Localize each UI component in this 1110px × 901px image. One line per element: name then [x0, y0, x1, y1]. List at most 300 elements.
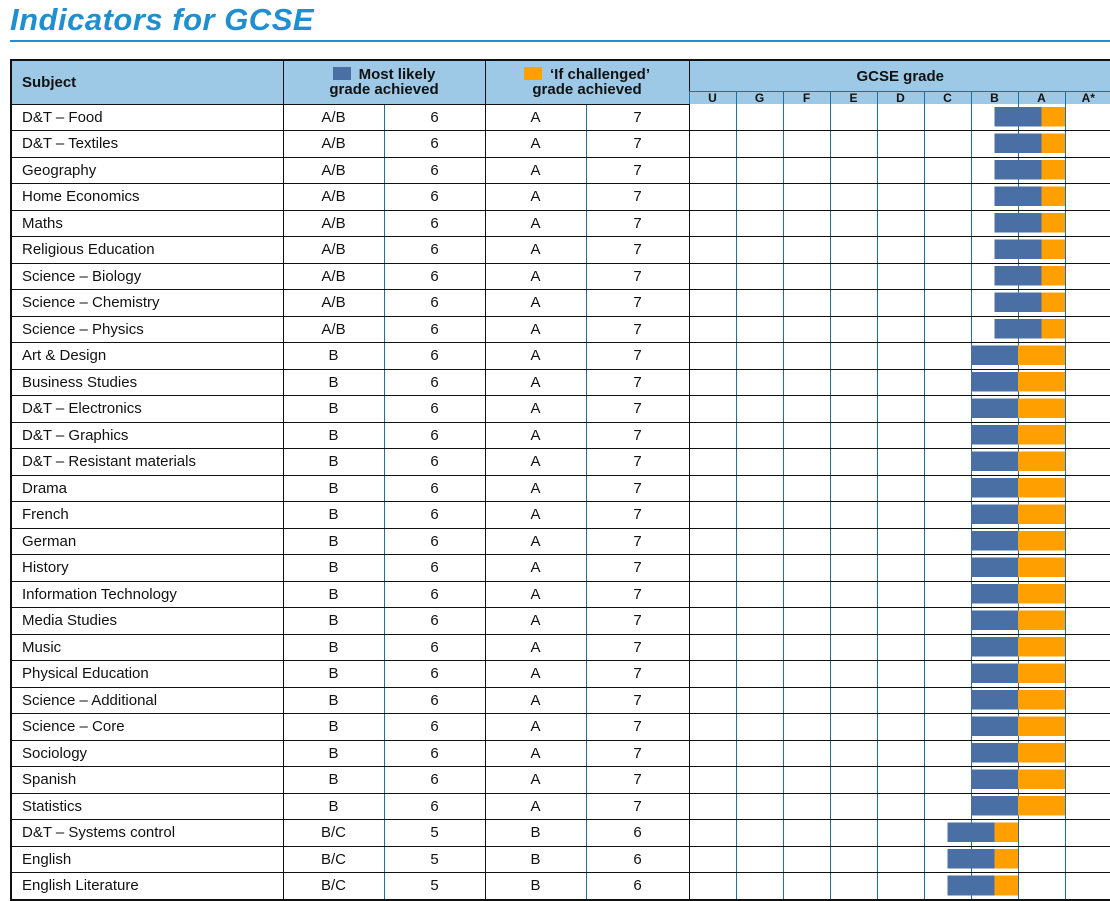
- challenged-grade-cell: B: [485, 820, 586, 847]
- grade-grid-cell: [736, 316, 783, 343]
- grade-grid-cell: [1018, 104, 1065, 131]
- grade-grid-cell: [1018, 793, 1065, 820]
- grade-grid-cell: [1065, 528, 1110, 555]
- challenged-points-cell: 7: [586, 740, 689, 767]
- grade-grid-cell: [924, 104, 971, 131]
- likely-points-cell: 6: [384, 475, 485, 502]
- grade-grid-cell: [783, 396, 830, 423]
- grade-grid-cell: [877, 422, 924, 449]
- grade-grid-cell: [877, 184, 924, 211]
- likely-points-cell: 6: [384, 131, 485, 158]
- most-likely-header-line2: grade achieved: [329, 81, 439, 99]
- grade-grid-cell: [830, 846, 877, 873]
- subject-cell: Statistics: [11, 793, 283, 820]
- grade-scale-label: F: [783, 92, 830, 105]
- grade-grid-cell: [1018, 131, 1065, 158]
- likely-grade-cell: B/C: [283, 820, 384, 847]
- grade-grid-cell: [689, 290, 736, 317]
- grade-grid-cell: [971, 767, 1018, 794]
- grade-grid-cell: [736, 634, 783, 661]
- grade-grid-cell: [783, 131, 830, 158]
- table-row: [11, 502, 1110, 529]
- likely-grade-cell: A/B: [283, 184, 384, 211]
- grade-grid-cell: [877, 740, 924, 767]
- grade-grid-cell: [1065, 634, 1110, 661]
- grade-grid-cell: [971, 793, 1018, 820]
- grade-grid-cell: [924, 740, 971, 767]
- grade-grid-cell: [830, 104, 877, 131]
- grade-grid-cell: [830, 793, 877, 820]
- challenged-points-cell: 7: [586, 767, 689, 794]
- grade-grid-cell: [736, 846, 783, 873]
- grade-grid-cell: [1018, 714, 1065, 741]
- grade-grid-cell: [971, 104, 1018, 131]
- grade-grid-cell: [924, 820, 971, 847]
- likely-grade-cell: B/C: [283, 846, 384, 873]
- most-likely-header: [283, 60, 485, 104]
- grade-grid-cell: [924, 343, 971, 370]
- challenged-points-cell: 6: [586, 820, 689, 847]
- grade-grid-cell: [736, 290, 783, 317]
- table-row: [11, 687, 1110, 714]
- grade-grid-cell: [877, 528, 924, 555]
- challenged-points-cell: 7: [586, 157, 689, 184]
- likely-points-cell: 6: [384, 714, 485, 741]
- grade-grid-cell: [783, 634, 830, 661]
- subject-cell: English: [11, 846, 283, 873]
- challenged-points-cell: 7: [586, 104, 689, 131]
- challenged-grade-cell: A: [485, 316, 586, 343]
- challenged-grade-cell: A: [485, 449, 586, 476]
- grade-grid-cell: [830, 184, 877, 211]
- grade-grid-cell: [1065, 873, 1110, 900]
- challenged-grade-cell: A: [485, 210, 586, 237]
- grade-grid-cell: [783, 475, 830, 502]
- grade-scale-label: E: [830, 92, 877, 105]
- likely-grade-cell: A/B: [283, 104, 384, 131]
- grade-grid-cell: [689, 396, 736, 423]
- grade-grid-cell: [689, 422, 736, 449]
- subject-cell: English Literature: [11, 873, 283, 900]
- grades-table-wrap: [10, 59, 1110, 901]
- grade-grid-cell: [877, 131, 924, 158]
- likely-grade-cell: A/B: [283, 263, 384, 290]
- challenged-grade-cell: A: [485, 263, 586, 290]
- likely-grade-cell: B: [283, 396, 384, 423]
- likely-grade-cell: A/B: [283, 131, 384, 158]
- grade-scale-label: G: [736, 92, 783, 105]
- grade-grid-cell: [1065, 157, 1110, 184]
- grade-grid-cell: [1018, 820, 1065, 847]
- grade-grid-cell: [783, 581, 830, 608]
- grade-grid-cell: [689, 608, 736, 635]
- grade-grid-cell: [1065, 396, 1110, 423]
- table-row: [11, 661, 1110, 688]
- challenged-grade-cell: A: [485, 237, 586, 264]
- grade-grid-cell: [830, 316, 877, 343]
- grade-grid-cell: [689, 793, 736, 820]
- table-row: [11, 210, 1110, 237]
- likely-grade-cell: B: [283, 422, 384, 449]
- challenged-points-cell: 7: [586, 396, 689, 423]
- grade-grid-cell: [971, 131, 1018, 158]
- grade-grid-cell: [736, 820, 783, 847]
- grade-grid-cell: [877, 237, 924, 264]
- challenged-points-cell: 7: [586, 184, 689, 211]
- grade-grid-cell: [924, 793, 971, 820]
- table-row: [11, 449, 1110, 476]
- challenged-grade-cell: A: [485, 502, 586, 529]
- grade-grid-cell: [736, 687, 783, 714]
- grade-grid-cell: [830, 740, 877, 767]
- grade-grid-cell: [924, 714, 971, 741]
- if-challenged-header-line2: grade achieved: [532, 81, 642, 99]
- grade-grid-cell: [1065, 502, 1110, 529]
- grade-grid-cell: [971, 740, 1018, 767]
- table-row: [11, 263, 1110, 290]
- grade-grid-cell: [783, 210, 830, 237]
- grade-grid-cell: [877, 316, 924, 343]
- grade-grid-cell: [689, 210, 736, 237]
- likely-grade-cell: B/C: [283, 873, 384, 900]
- grade-grid-cell: [877, 157, 924, 184]
- grade-grid-cell: [877, 581, 924, 608]
- grade-grid-cell: [830, 820, 877, 847]
- grade-grid-cell: [924, 502, 971, 529]
- grade-grid-cell: [830, 263, 877, 290]
- grade-grid-cell: [1065, 581, 1110, 608]
- subject-cell: Business Studies: [11, 369, 283, 396]
- grade-grid-cell: [830, 157, 877, 184]
- grade-grid-cell: [1065, 210, 1110, 237]
- grade-grid-cell: [689, 184, 736, 211]
- grade-grid-cell: [924, 846, 971, 873]
- challenged-grade-cell: A: [485, 740, 586, 767]
- grade-grid-cell: [1018, 343, 1065, 370]
- grade-grid-cell: [783, 422, 830, 449]
- grade-grid-cell: [736, 104, 783, 131]
- most-likely-header-line1: Most likely: [358, 66, 436, 84]
- grade-grid-cell: [783, 714, 830, 741]
- grade-grid-cell: [971, 528, 1018, 555]
- grade-grid-cell: [830, 767, 877, 794]
- grade-grid-cell: [877, 555, 924, 582]
- likely-points-cell: 6: [384, 740, 485, 767]
- grade-grid-cell: [1065, 740, 1110, 767]
- grade-grid-cell: [830, 555, 877, 582]
- likely-grade-cell: B: [283, 449, 384, 476]
- grade-grid-cell: [736, 184, 783, 211]
- challenged-grade-cell: A: [485, 793, 586, 820]
- likely-grade-cell: B: [283, 502, 384, 529]
- subject-cell: D&T – Graphics: [11, 422, 283, 449]
- grade-grid-cell: [924, 316, 971, 343]
- grade-grid-cell: [971, 502, 1018, 529]
- grade-scale-label: A: [1018, 92, 1065, 105]
- grade-grid-cell: [689, 369, 736, 396]
- likely-grade-cell: B: [283, 767, 384, 794]
- grade-grid-cell: [736, 661, 783, 688]
- grade-grid-cell: [736, 263, 783, 290]
- table-row: [11, 157, 1110, 184]
- grade-grid-cell: [971, 343, 1018, 370]
- grade-grid-cell: [783, 740, 830, 767]
- grade-grid-cell: [783, 687, 830, 714]
- grade-grid-cell: [830, 369, 877, 396]
- grade-grid-cell: [783, 846, 830, 873]
- grade-grid-cell: [1018, 475, 1065, 502]
- challenged-grade-cell: A: [485, 475, 586, 502]
- challenged-points-cell: 7: [586, 290, 689, 317]
- table-row: [11, 740, 1110, 767]
- grade-grid-cell: [1065, 237, 1110, 264]
- title-rule: [10, 40, 1110, 42]
- table-row: [11, 581, 1110, 608]
- gcse-grade-header: GCSE grade: [689, 60, 1110, 92]
- grade-grid-cell: [736, 369, 783, 396]
- grade-grid-cell: [924, 263, 971, 290]
- subject-cell: Physical Education: [11, 661, 283, 688]
- table-row: [11, 369, 1110, 396]
- likely-points-cell: 5: [384, 820, 485, 847]
- likely-grade-cell: B: [283, 714, 384, 741]
- likely-grade-cell: B: [283, 634, 384, 661]
- grade-grid-cell: [924, 184, 971, 211]
- grade-grid-cell: [736, 767, 783, 794]
- grade-grid-cell: [783, 873, 830, 900]
- grade-grid-cell: [877, 714, 924, 741]
- likely-points-cell: 6: [384, 555, 485, 582]
- subject-cell: Media Studies: [11, 608, 283, 635]
- grade-grid-cell: [971, 634, 1018, 661]
- grade-grid-cell: [924, 449, 971, 476]
- challenged-grade-cell: A: [485, 369, 586, 396]
- likely-grade-cell: B: [283, 793, 384, 820]
- likely-points-cell: 6: [384, 581, 485, 608]
- likely-points-cell: 6: [384, 661, 485, 688]
- likely-points-cell: 6: [384, 634, 485, 661]
- grade-grid-cell: [830, 661, 877, 688]
- grade-grid-cell: [689, 237, 736, 264]
- if-challenged-header: [485, 60, 689, 104]
- grade-grid-cell: [783, 528, 830, 555]
- subject-cell: History: [11, 555, 283, 582]
- grade-grid-cell: [736, 528, 783, 555]
- grade-grid-cell: [1018, 369, 1065, 396]
- grade-grid-cell: [830, 873, 877, 900]
- grade-grid-cell: [877, 449, 924, 476]
- grade-grid-cell: [1065, 714, 1110, 741]
- table-row: [11, 184, 1110, 211]
- challenged-grade-cell: A: [485, 131, 586, 158]
- grade-grid-cell: [830, 210, 877, 237]
- table-row: [11, 555, 1110, 582]
- grade-grid-cell: [689, 820, 736, 847]
- likely-points-cell: 6: [384, 104, 485, 131]
- grade-grid-cell: [1018, 608, 1065, 635]
- grade-grid-cell: [830, 237, 877, 264]
- grade-grid-cell: [1018, 634, 1065, 661]
- grade-grid-cell: [783, 316, 830, 343]
- likely-grade-cell: B: [283, 608, 384, 635]
- subject-cell: French: [11, 502, 283, 529]
- grade-grid-cell: [924, 555, 971, 582]
- table-row: [11, 528, 1110, 555]
- grade-grid-cell: [1018, 767, 1065, 794]
- grade-grid-cell: [924, 608, 971, 635]
- grade-grid-cell: [877, 608, 924, 635]
- likely-points-cell: 6: [384, 687, 485, 714]
- grade-grid-cell: [830, 290, 877, 317]
- grade-grid-cell: [1018, 237, 1065, 264]
- grade-grid-cell: [971, 263, 1018, 290]
- grade-grid-cell: [971, 475, 1018, 502]
- challenged-points-cell: 7: [586, 608, 689, 635]
- subject-cell: Spanish: [11, 767, 283, 794]
- grade-grid-cell: [1065, 104, 1110, 131]
- challenged-points-cell: 7: [586, 475, 689, 502]
- grade-grid-cell: [971, 422, 1018, 449]
- subject-cell: Information Technology: [11, 581, 283, 608]
- subject-cell: Home Economics: [11, 184, 283, 211]
- subject-cell: Music: [11, 634, 283, 661]
- most-likely-swatch: [333, 67, 351, 80]
- challenged-grade-cell: A: [485, 661, 586, 688]
- challenged-grade-cell: A: [485, 184, 586, 211]
- grade-grid-cell: [1065, 846, 1110, 873]
- grade-grid-cell: [971, 369, 1018, 396]
- grade-grid-cell: [1018, 210, 1065, 237]
- grade-grid-cell: [1018, 449, 1065, 476]
- grade-grid-cell: [689, 528, 736, 555]
- likely-points-cell: 6: [384, 157, 485, 184]
- table-row: [11, 767, 1110, 794]
- likely-points-cell: 6: [384, 449, 485, 476]
- grade-grid-cell: [736, 449, 783, 476]
- grade-grid-cell: [924, 290, 971, 317]
- grade-grid-cell: [736, 422, 783, 449]
- grade-grid-cell: [689, 687, 736, 714]
- grade-grid-cell: [830, 608, 877, 635]
- grade-grid-cell: [736, 608, 783, 635]
- grade-grid-cell: [1018, 846, 1065, 873]
- grade-grid-cell: [1065, 131, 1110, 158]
- subject-cell: D&T – Food: [11, 104, 283, 131]
- grade-grid-cell: [689, 104, 736, 131]
- likely-grade-cell: A/B: [283, 157, 384, 184]
- grade-grid-cell: [924, 131, 971, 158]
- grade-grid-cell: [877, 475, 924, 502]
- subject-cell: Science – Core: [11, 714, 283, 741]
- grade-grid-cell: [971, 687, 1018, 714]
- likely-grade-cell: B: [283, 740, 384, 767]
- grade-grid-cell: [736, 157, 783, 184]
- grade-grid-cell: [1065, 820, 1110, 847]
- grades-table-body: [11, 104, 1110, 900]
- grade-grid-cell: [1018, 687, 1065, 714]
- table-row: [11, 396, 1110, 423]
- grade-grid-cell: [830, 687, 877, 714]
- grade-grid-cell: [877, 634, 924, 661]
- grade-grid-cell: [736, 555, 783, 582]
- grade-grid-cell: [783, 793, 830, 820]
- challenged-points-cell: 7: [586, 422, 689, 449]
- grade-grid-cell: [783, 767, 830, 794]
- grade-grid-cell: [1065, 369, 1110, 396]
- table-row: [11, 873, 1110, 900]
- grade-grid-cell: [877, 396, 924, 423]
- grade-grid-cell: [736, 714, 783, 741]
- if-challenged-header-line1: ‘If challenged’: [549, 66, 651, 84]
- grade-grid-cell: [1018, 555, 1065, 582]
- challenged-points-cell: 7: [586, 581, 689, 608]
- grade-grid-cell: [971, 184, 1018, 211]
- likely-points-cell: 5: [384, 846, 485, 873]
- grade-grid-cell: [783, 104, 830, 131]
- grade-grid-cell: [1065, 422, 1110, 449]
- grade-grid-cell: [924, 687, 971, 714]
- grade-grid-cell: [1065, 316, 1110, 343]
- likely-points-cell: 6: [384, 369, 485, 396]
- likely-points-cell: 6: [384, 396, 485, 423]
- grade-grid-cell: [1018, 422, 1065, 449]
- grade-grid-cell: [1018, 316, 1065, 343]
- challenged-points-cell: 7: [586, 210, 689, 237]
- challenged-grade-cell: A: [485, 422, 586, 449]
- grade-grid-cell: [830, 528, 877, 555]
- grade-grid-cell: [971, 449, 1018, 476]
- grade-grid-cell: [924, 528, 971, 555]
- grade-grid-cell: [783, 369, 830, 396]
- subject-cell: Science – Chemistry: [11, 290, 283, 317]
- grade-grid-cell: [1065, 449, 1110, 476]
- grade-grid-cell: [1065, 767, 1110, 794]
- grade-grid-cell: [736, 873, 783, 900]
- likely-grade-cell: B: [283, 661, 384, 688]
- challenged-points-cell: 7: [586, 555, 689, 582]
- grade-grid-cell: [783, 449, 830, 476]
- challenged-points-cell: 7: [586, 131, 689, 158]
- likely-grade-cell: A/B: [283, 210, 384, 237]
- challenged-grade-cell: A: [485, 157, 586, 184]
- grade-grid-cell: [689, 316, 736, 343]
- table-row: [11, 714, 1110, 741]
- table-row: [11, 608, 1110, 635]
- grade-grid-cell: [736, 581, 783, 608]
- subject-header: Subject: [11, 60, 283, 104]
- likely-points-cell: 6: [384, 767, 485, 794]
- grade-grid-cell: [924, 634, 971, 661]
- grade-grid-cell: [971, 608, 1018, 635]
- grade-grid-cell: [830, 396, 877, 423]
- grade-grid-cell: [736, 793, 783, 820]
- likely-points-cell: 6: [384, 528, 485, 555]
- grade-grid-cell: [971, 661, 1018, 688]
- challenged-grade-cell: A: [485, 687, 586, 714]
- grade-grid-cell: [783, 263, 830, 290]
- grade-grid-cell: [830, 343, 877, 370]
- grade-grid-cell: [830, 634, 877, 661]
- likely-points-cell: 6: [384, 343, 485, 370]
- likely-points-cell: 6: [384, 608, 485, 635]
- subject-cell: Science – Additional: [11, 687, 283, 714]
- grade-grid-cell: [924, 237, 971, 264]
- grade-grid-cell: [1065, 555, 1110, 582]
- challenged-points-cell: 7: [586, 369, 689, 396]
- likely-grade-cell: B: [283, 581, 384, 608]
- likely-points-cell: 6: [384, 237, 485, 264]
- grade-grid-cell: [689, 873, 736, 900]
